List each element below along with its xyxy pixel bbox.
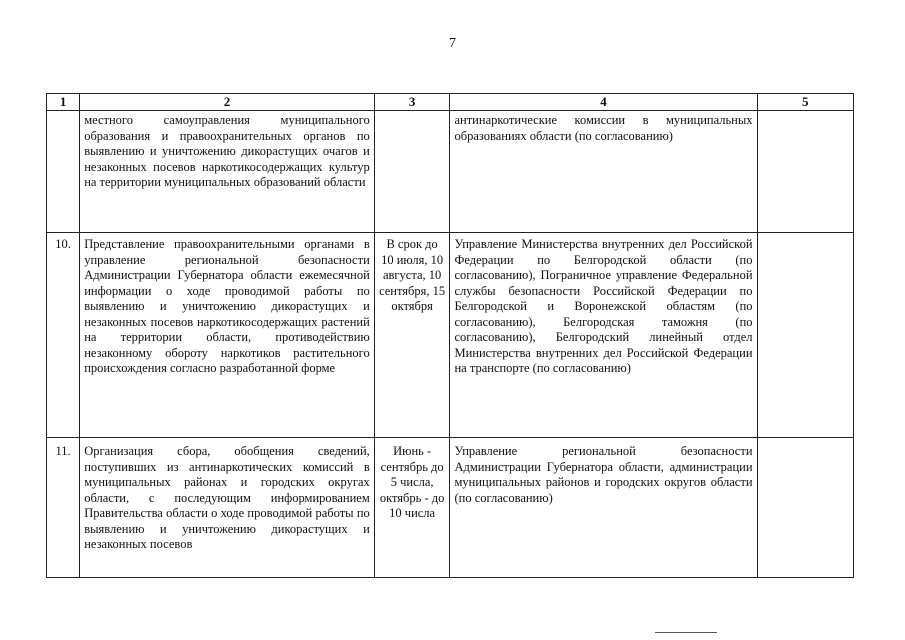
table-header-row bbox=[47, 94, 854, 111]
row-note bbox=[757, 233, 853, 438]
row-executor: Управление Министерства внутренних дел Российской Федерации по Белгородской области (по согласованию), Пограничное управление Федеральной службы безопасности Российской Федерации по Белгородской и Воронежской областям (по согласованию), Белгородская таможня (по согласованию), Белгородский линейный отдел Министерства внутренних дел Российской Федерации на транспорте (по согласованию) bbox=[450, 233, 757, 438]
plan-table bbox=[46, 93, 854, 578]
row-deadline: Июнь - сентябрь до 5 числа, октябрь - до 10 числа bbox=[374, 438, 450, 578]
column-header-action: 2 bbox=[80, 94, 375, 111]
table-row bbox=[47, 233, 854, 438]
column-header-number: 1 bbox=[47, 94, 80, 111]
row-executor: Управление региональной безопасности Администрации Губернатора области, администрации муниципальных районов и городских округов области (по согласованию) bbox=[450, 438, 757, 578]
row-number: 10. bbox=[47, 233, 80, 438]
row-deadline: В срок до 10 июля, 10 августа, 10 сентября, 15 октября bbox=[374, 233, 450, 438]
column-header-note: 5 bbox=[757, 94, 853, 111]
column-header-executor: 4 bbox=[450, 94, 757, 111]
row-action: местного самоуправления муниципального образования и правоохранительных органов по выявлению и уничтожению дикорастущих очагов и незаконных посевов наркотикосодержащих культур на территории муниципальных образований области bbox=[80, 111, 375, 233]
row-number bbox=[47, 111, 80, 233]
row-executor: антинаркотические комиссии в муниципальных образованиях области (по согласованию) bbox=[450, 111, 757, 233]
page-number: 7 bbox=[449, 36, 456, 51]
table-row bbox=[47, 111, 854, 233]
column-header-deadline: 3 bbox=[374, 94, 450, 111]
row-action: Представление правоохранительными органами в управление региональной безопасности Администрации Губернатора области ежемесячной информации о ходе проводимой работы по выявлению и уничтожению дикорастущих и незаконных посевов наркотикосодержащих растений на территории области, противодействию незаконному обороту наркотиков растительного происхождения согласно разработанной форме bbox=[80, 233, 375, 438]
row-action: Организация сбора, обобщения сведений, поступивших из антинаркотических комиссий в муниципальных районах и городских округах области, с последующим информированием Правительства области о ходе проводимой работы по выявлению и уничтожению дикорастущих и незаконных посевов bbox=[80, 438, 375, 578]
row-note bbox=[757, 111, 853, 233]
row-note bbox=[757, 438, 853, 578]
row-deadline bbox=[374, 111, 450, 233]
row-number: 11. bbox=[47, 438, 80, 578]
scan-artifact-line bbox=[655, 632, 717, 633]
table-row bbox=[47, 438, 854, 578]
